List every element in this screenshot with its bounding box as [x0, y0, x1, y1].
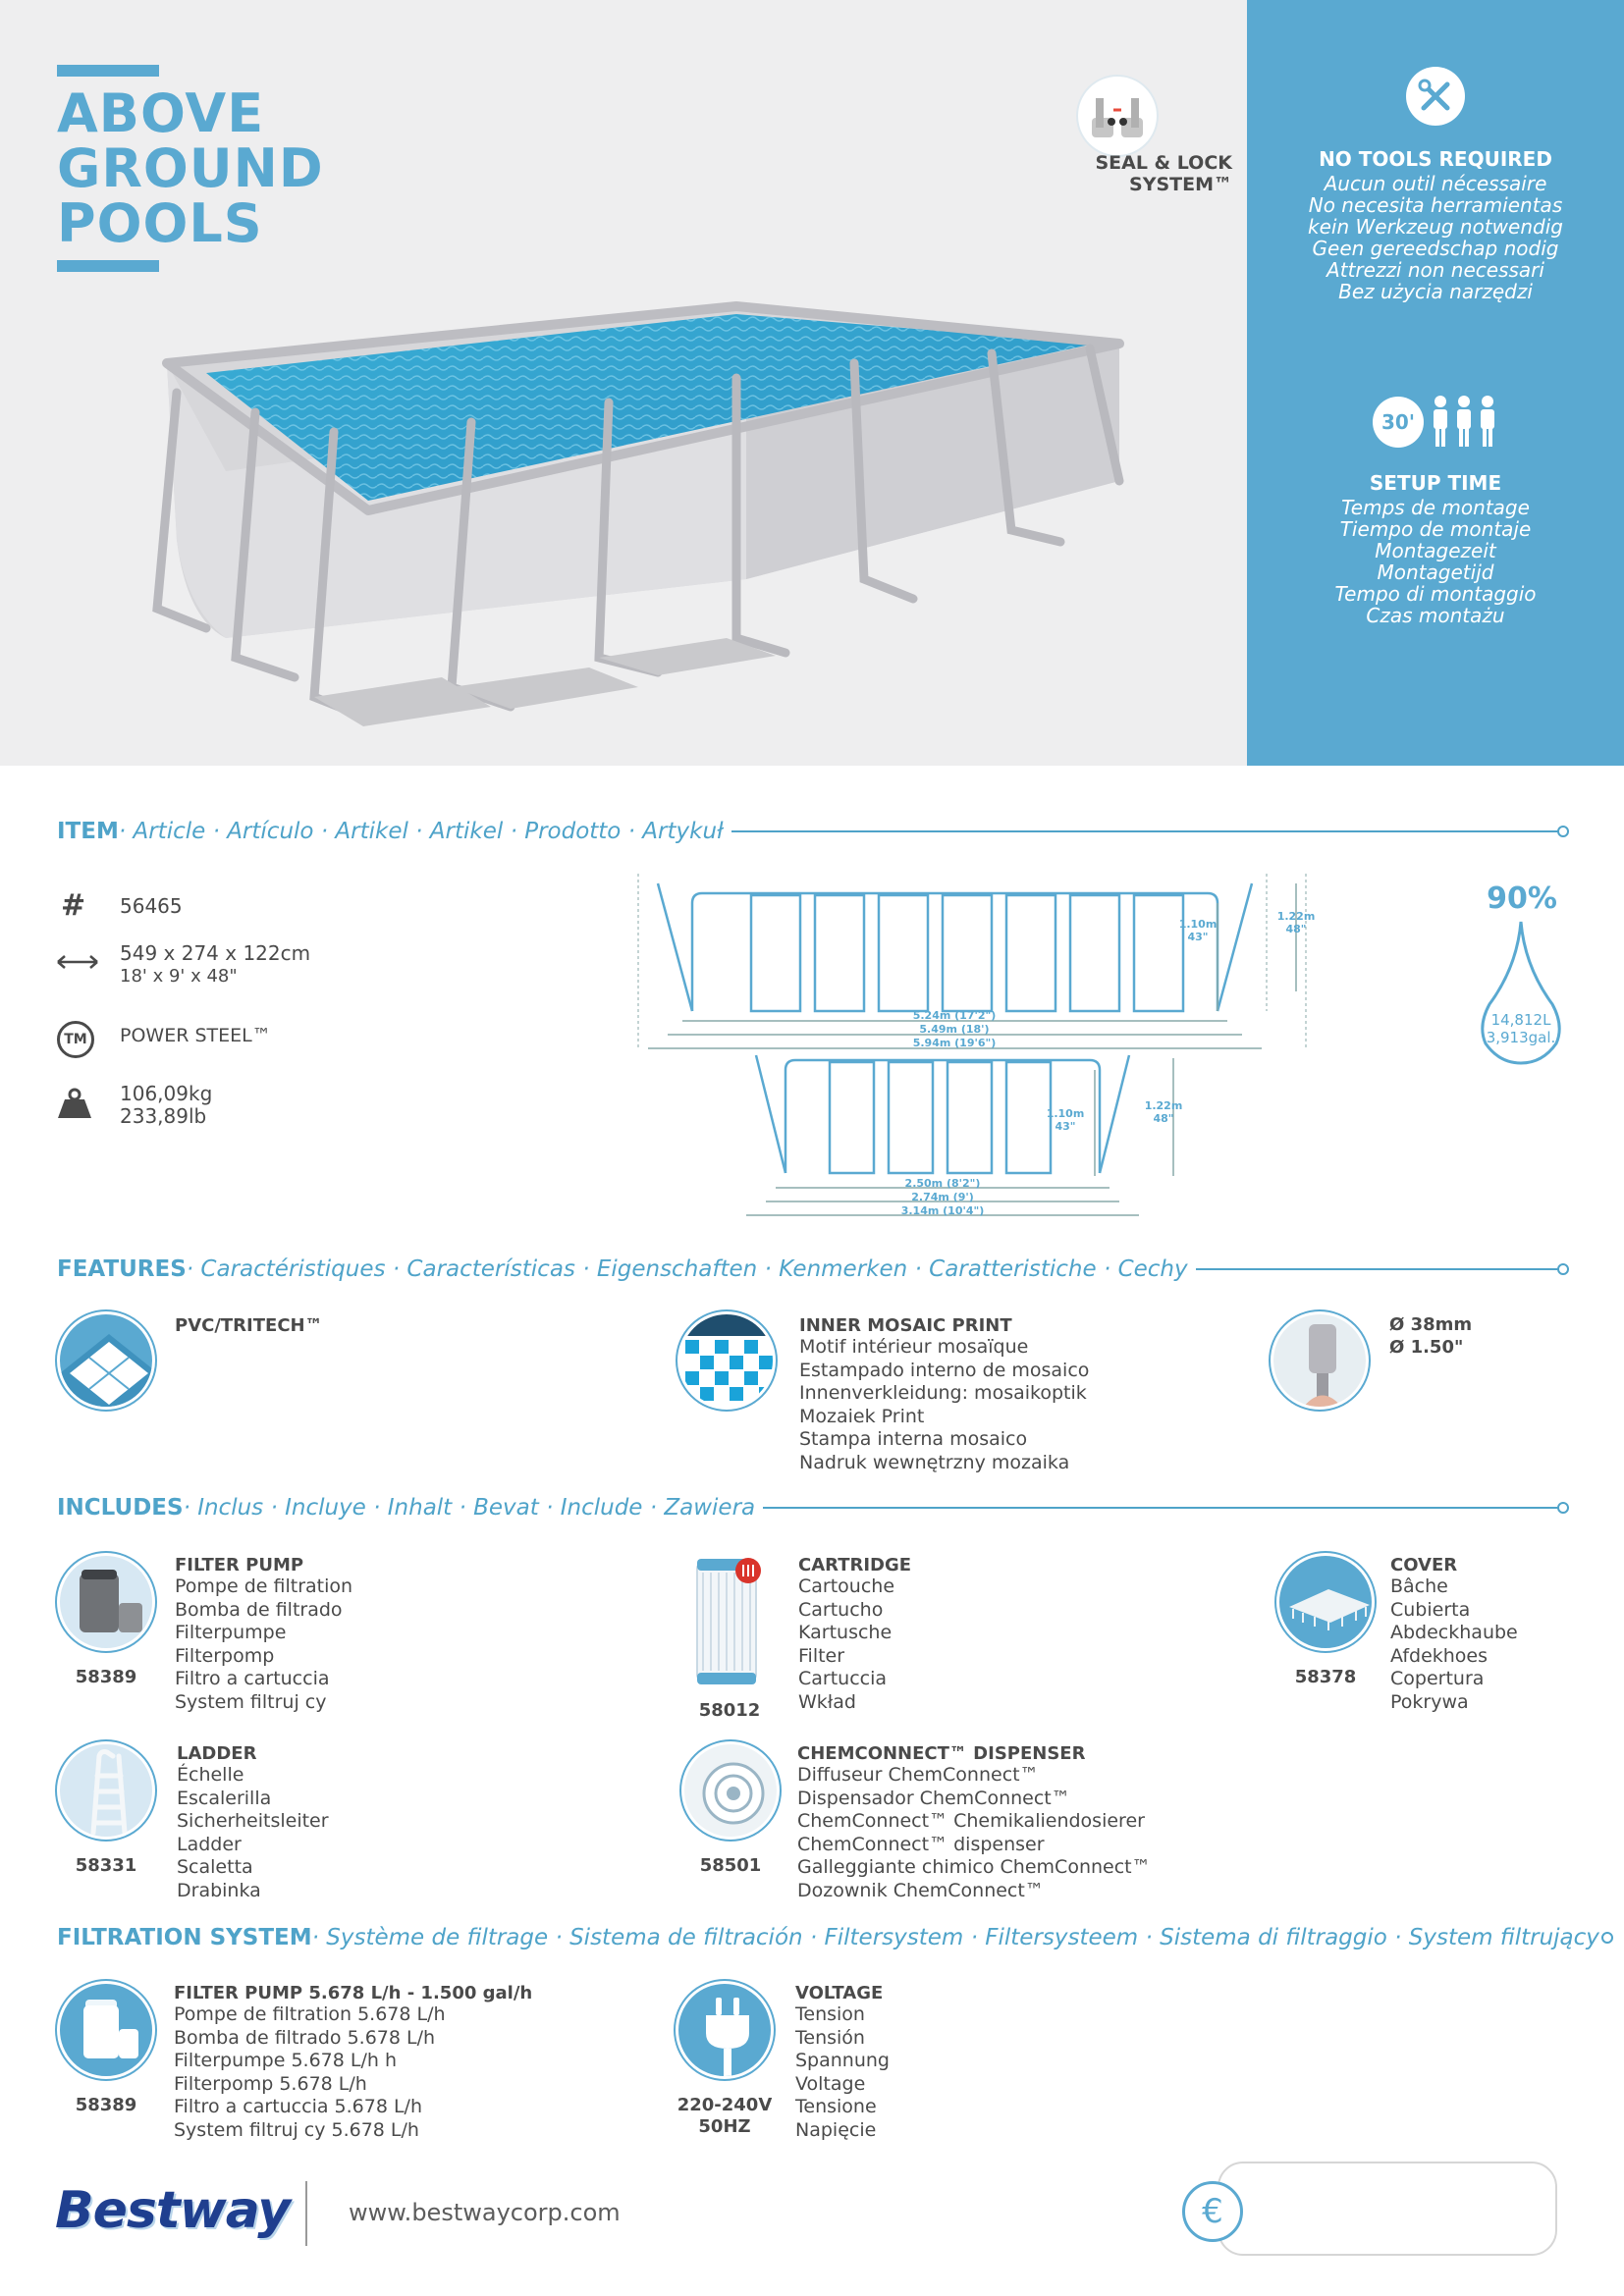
includes-heading-translations: · Inclus · Incluye · Inhalt · Bevat · Include · Zawiera — [183, 1495, 756, 1521]
frequency-value: 50HZ — [698, 2116, 751, 2137]
mosaic-print-text — [799, 1315, 1089, 1474]
filter-pump-line: Filtro a cartuccia — [175, 1668, 330, 1689]
filtration-section-heading — [57, 1925, 1599, 1950]
bestway-logo: Bestway — [55, 2181, 291, 2240]
hose-diameter-mm: Ø 38mm — [1389, 1314, 1473, 1335]
mosaic-line: Stampa interna mosaico — [799, 1428, 1028, 1450]
cartridge-line: Kartusche — [798, 1622, 893, 1643]
outer-height-inches-2: 48" — [1153, 1112, 1174, 1125]
no-tools-line: Bez użycia narzędzi — [1338, 280, 1533, 303]
voltage-value: 220-240V — [677, 2095, 773, 2115]
ladder-title: LADDER — [177, 1743, 257, 1764]
no-tools-block — [1247, 147, 1624, 302]
cartridge-line: Cartucho — [798, 1598, 884, 1621]
cartridge-line: Filter — [798, 1644, 845, 1667]
filter-pump-line: Pompe de filtration — [175, 1575, 353, 1597]
setup-time-line: Temps de montage — [1341, 496, 1530, 519]
no-tools-line: Aucun outil nécessaire — [1324, 172, 1547, 195]
dispenser-line: Dispensador ChemConnect™ — [797, 1787, 1070, 1809]
capacity — [1478, 1011, 1564, 1046]
ladder-text — [177, 1743, 329, 1902]
ladder-line: Ladder — [177, 1833, 242, 1855]
voltage-text — [795, 1983, 890, 2142]
features-section-heading — [57, 1256, 1563, 1282]
cover-line: Bâche — [1390, 1575, 1448, 1597]
no-tools-line: No necesita herramientas — [1308, 193, 1563, 217]
chemconnect-dispenser-icon — [681, 1741, 780, 1840]
cartridge-line: Cartouche — [798, 1575, 895, 1597]
filtration-pump-line: Filterpumpe 5.678 L/h h — [174, 2050, 397, 2071]
cartridge-title: CARTRIDGE — [798, 1555, 912, 1575]
filtration-heading-translations: · Système de filtrage · Sistema de filtración · Filtersystem · Filtersysteem · Sistema di filtraggio · System filtrujący — [311, 1925, 1599, 1950]
voltage-line: Tension — [795, 2003, 865, 2025]
inner-height-label-2: 1.10m — [1046, 1107, 1085, 1120]
filter-pump-line: Filterpumpe — [175, 1622, 287, 1643]
dispenser-line: Galleggiante chimico ChemConnect™ — [797, 1856, 1151, 1878]
inner-height-inches-2: 43" — [1055, 1120, 1076, 1133]
cover-line: Copertura — [1390, 1668, 1485, 1689]
filtration-pump-text — [174, 1983, 532, 2142]
hash-icon: # — [61, 888, 86, 923]
pool-illustration — [147, 285, 1149, 736]
filter-pump-code: 58389 — [75, 1667, 137, 1687]
website-link[interactable]: www.bestwaycorp.com — [349, 2199, 621, 2226]
ladder-line: Escalerilla — [177, 1787, 272, 1809]
width-outer-label: 5.94m (19'6") — [912, 1037, 997, 1049]
cartridge-code: 58012 — [698, 1700, 761, 1721]
filtration-pump-line: Pompe de filtration 5.678 L/h — [174, 2003, 446, 2025]
dispenser-line: ChemConnect™ Chemikaliendosierer — [797, 1810, 1145, 1832]
item-heading-translations: · Article · Artículo · Artikel · Artikel · Prodotto · Artykuł — [118, 819, 724, 844]
filter-pump-line: Filterpomp — [175, 1644, 275, 1667]
cover-line: Pokrywa — [1390, 1690, 1469, 1713]
cartridge-text — [798, 1555, 911, 1714]
title-bar-bottom — [57, 260, 159, 272]
no-tools-icon — [1406, 67, 1465, 126]
features-heading-bold: FEATURES — [57, 1256, 187, 1282]
dimensions-imperial: 18' x 9' x 48" — [120, 966, 238, 987]
outer-height-label: 1.22m — [1276, 910, 1316, 923]
cover-line: Afdekhoes — [1390, 1644, 1489, 1667]
mosaic-line: Nadruk wewnętrzny mozaika — [799, 1451, 1070, 1473]
fill-percent: 90% — [1487, 881, 1557, 916]
filtration-pump-title: FILTER PUMP 5.678 L/h - 1.500 gal/h — [174, 1983, 533, 2003]
dispenser-title: CHEMCONNECT™ DISPENSER — [797, 1743, 1086, 1764]
inner-height-inches: 43" — [1187, 931, 1209, 943]
inner-height-label: 1.10m — [1178, 918, 1218, 931]
voltage-rating — [668, 2095, 782, 2138]
cover-line: Abdeckhaube — [1390, 1622, 1518, 1643]
includes-heading-bold: INCLUDES — [57, 1495, 184, 1521]
voltage-line: Tensione — [795, 2096, 877, 2117]
no-tools-heading: NO TOOLS REQUIRED — [1319, 147, 1552, 171]
voltage-line: Tensión — [795, 2026, 865, 2049]
filtration-pump-line: Filterpomp 5.678 L/h — [174, 2072, 367, 2095]
item-dimensions — [120, 942, 310, 988]
mosaic-line: Motif intérieur mosaïque — [799, 1336, 1029, 1358]
item-section-heading — [57, 819, 1563, 844]
setup-time-line: Tempo di montaggio — [1334, 582, 1537, 606]
filtration-heading-bold: FILTRATION SYSTEM — [57, 1925, 312, 1950]
pvc-tritech-title: PVC/TRITECH™ — [175, 1315, 323, 1336]
heading-rule — [763, 1507, 1563, 1509]
width-inner-label: 5.24m (17'2") — [912, 1009, 997, 1022]
filter-pump-title: FILTER PUMP — [175, 1555, 304, 1575]
arrows-horizontal-icon — [55, 952, 100, 972]
info-sidebar — [1247, 0, 1624, 766]
dispenser-line: ChemConnect™ dispenser — [797, 1833, 1045, 1855]
cartridge-line: Wkład — [798, 1690, 856, 1713]
outer-height-label-2: 1.22m — [1144, 1099, 1183, 1112]
setup-time-line: Tiempo de montaje — [1339, 517, 1532, 541]
setup-time-badge: 30' — [1373, 397, 1424, 448]
setup-time-line: Czas montażu — [1366, 604, 1505, 627]
footer-divider — [305, 2181, 307, 2246]
capacity-liters: 14,812L — [1490, 1011, 1551, 1029]
hose-connector-icon — [1271, 1311, 1369, 1410]
no-tools-line: Geen gereedschap nodig — [1312, 237, 1559, 260]
euro-icon: € — [1182, 2181, 1243, 2242]
weight-lb: 233,89lb — [120, 1104, 207, 1128]
dispenser-line: Diffuseur ChemConnect™ — [797, 1764, 1039, 1786]
outer-height-inches: 48" — [1285, 923, 1307, 935]
seal-lock-icon — [1076, 75, 1159, 157]
voltage-line: Napięcie — [795, 2118, 877, 2141]
features-heading-translations: · Caractéristiques · Características · Eigenschaften · Kenmerken · Caratteristiche · Cechy — [186, 1256, 1188, 1282]
item-heading-bold: ITEM — [57, 819, 119, 844]
hose-diameter-in: Ø 1.50" — [1389, 1337, 1464, 1358]
power-plug-icon — [676, 1981, 774, 2079]
filter-pump-icon — [57, 1553, 155, 1651]
hero-title — [57, 82, 324, 254]
cover-text — [1390, 1555, 1518, 1714]
hero-title-line: POOLS — [57, 192, 263, 254]
filtration-pump-icon — [57, 1981, 155, 2079]
dimensions-metric: 549 x 274 x 122cm — [120, 941, 311, 965]
title-bar-top — [57, 65, 159, 77]
voltage-line: Spannung — [795, 2050, 890, 2071]
no-tools-line: kein Werkzeug notwendig — [1308, 215, 1563, 239]
cover-title: COVER — [1390, 1555, 1458, 1575]
cover-icon — [1276, 1553, 1375, 1651]
item-number: 56465 — [120, 894, 183, 918]
cartridge-icon — [691, 1553, 762, 1690]
filtration-pump-line: Filtro a cartuccia 5.678 L/h — [174, 2096, 423, 2117]
mosaic-line: Estampado interno de mosaico — [799, 1359, 1090, 1381]
filter-pump-line: System filtruj cy — [175, 1690, 327, 1713]
filtration-pump-code: 58389 — [75, 2095, 137, 2115]
cartridge-line: Cartuccia — [798, 1668, 888, 1689]
includes-section-heading — [57, 1495, 1563, 1521]
dispenser-line: Dozownik ChemConnect™ — [797, 1879, 1044, 1901]
item-weight — [120, 1083, 212, 1128]
hero-title-line: GROUND — [57, 137, 324, 199]
mosaic-line: Innenverkleidung: mosaikoptik — [799, 1382, 1087, 1404]
setup-time-icon — [1373, 393, 1510, 452]
cover-code: 58378 — [1294, 1667, 1357, 1687]
voltage-line: Voltage — [795, 2072, 866, 2095]
setup-time-block — [1247, 471, 1624, 626]
ladder-line: Scaletta — [177, 1856, 253, 1878]
people-icon — [1430, 395, 1498, 450]
weight-icon — [57, 1088, 92, 1119]
filter-pump-text — [175, 1555, 352, 1714]
ladder-line: Drabinka — [177, 1879, 261, 1901]
weight-kg: 106,09kg — [120, 1082, 213, 1105]
dispenser-text — [797, 1743, 1151, 1902]
filtration-pump-line: System filtruj cy 5.678 L/h — [174, 2118, 419, 2141]
mosaic-print-icon — [677, 1311, 776, 1410]
filter-pump-line: Bomba de filtrado — [175, 1598, 343, 1621]
price-box — [1218, 2162, 1557, 2256]
voltage-title: VOLTAGE — [795, 1983, 884, 2003]
filtration-pump-line: Bomba de filtrado 5.678 L/h — [174, 2026, 436, 2049]
seal-lock-label: SEAL & LOCK SYSTEM™ — [1095, 152, 1232, 195]
dimension-diagram — [628, 864, 1316, 1237]
setup-time-line: Montagezeit — [1375, 539, 1496, 562]
mosaic-print-title: INNER MOSAIC PRINT — [799, 1315, 1012, 1336]
depth-mid-label: 2.74m (9') — [911, 1191, 974, 1203]
capacity-gallons: 3,913gal. — [1486, 1029, 1556, 1046]
heading-rule — [731, 830, 1563, 832]
cover-line: Cubierta — [1390, 1598, 1471, 1621]
ladder-line: Sicherheitsleiter — [177, 1810, 329, 1832]
trademark-icon: TM — [57, 1021, 94, 1058]
depth-outer-label: 3.14m (10'4") — [900, 1204, 985, 1217]
depth-inner-label: 2.50m (8'2") — [904, 1177, 981, 1190]
hero-title-line: ABOVE — [57, 82, 265, 144]
setup-time-heading: SETUP TIME — [1369, 471, 1502, 495]
setup-time-line: Montagetijd — [1377, 561, 1494, 584]
hose-diameter — [1389, 1313, 1472, 1359]
ladder-icon — [57, 1741, 155, 1840]
heading-rule — [1196, 1268, 1563, 1270]
frame-type: POWER STEEL™ — [120, 1025, 271, 1046]
pvc-tritech-icon — [57, 1311, 155, 1410]
dispenser-code: 58501 — [699, 1855, 762, 1876]
mosaic-line: Mozaiek Print — [799, 1405, 925, 1427]
ladder-code: 58331 — [75, 1855, 137, 1876]
no-tools-line: Attrezzi non necessari — [1326, 258, 1544, 282]
hero-panel — [0, 0, 1247, 766]
width-mid-label: 5.49m (18') — [919, 1023, 990, 1036]
ladder-line: Échelle — [177, 1764, 244, 1786]
